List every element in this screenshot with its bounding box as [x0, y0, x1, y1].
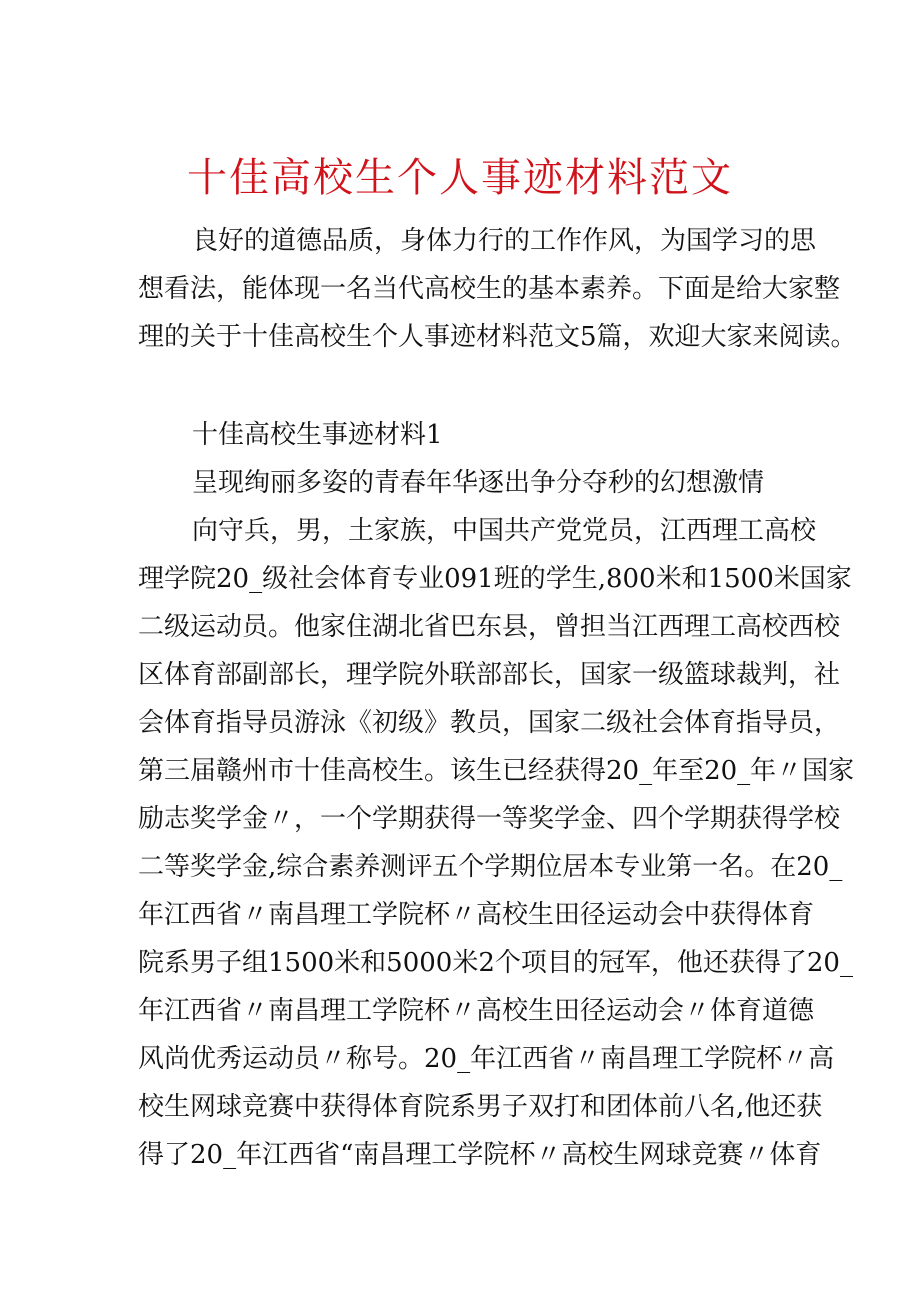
- body-line: 年江西省〃南昌理工学院杯〃高校生田径运动会中获得体育: [138, 900, 815, 930]
- body-line: 会体育指导员游泳《初级》教员，国家二级社会体育指导员，: [138, 708, 841, 738]
- intro-line: 想看法，能体现一名当代高校生的基本素养。下面是给大家整: [138, 274, 841, 304]
- body-line: 区体育部副部长，理学院外联部部长，国家一级篮球裁判，社: [138, 660, 841, 690]
- section-subtitle: 呈现绚丽多姿的青春年华逐出争分夺秒的幻想激情: [192, 468, 765, 498]
- document-title: 十佳高校生个人事迹材料范文: [187, 155, 733, 201]
- body-line: 理学院20_级社会体育专业091班的学生,800米和1500米国家: [138, 564, 852, 594]
- body-line: 二级运动员。他家住湖北省巴东县，曾担当江西理工高校西校: [138, 612, 841, 642]
- body-line: 风尚优秀运动员〃称号。20_年江西省〃南昌理工学院杯〃高: [138, 1044, 835, 1074]
- body-line: 院系男子组1500米和5000米2个项目的冠军，他还获得了20_: [138, 948, 853, 978]
- body-line: 校生网球竞赛中获得体育院系男子双打和团体前八名,他还获: [138, 1092, 823, 1122]
- body-line: 第三届赣州市十佳高校生。该生已经获得20_年至20_年〃国家: [138, 756, 855, 786]
- body-line: 向守兵，男，土家族，中国共产党党员，江西理工高校: [192, 516, 817, 546]
- body-line: 年江西省〃南昌理工学院杯〃高校生田径运动会〃体育道德: [138, 996, 815, 1026]
- intro-line: 良好的道德品质，身体力行的工作作风，为国学习的思: [192, 226, 817, 256]
- body-line: 得了20_年江西省“南昌理工学院杯〃高校生网球竞赛〃体育: [138, 1140, 822, 1170]
- intro-line: 理的关于十佳高校生个人事迹材料范文5篇，欢迎大家来阅读。: [138, 322, 857, 352]
- body-line: 励志奖学金〃，一个学期获得一等奖学金、四个学期获得学校: [138, 804, 841, 834]
- section-heading: 十佳高校生事迹材料1: [192, 420, 443, 450]
- body-line: 二等奖学金,综合素养测评五个学期位居本专业第一名。在20_: [138, 852, 843, 882]
